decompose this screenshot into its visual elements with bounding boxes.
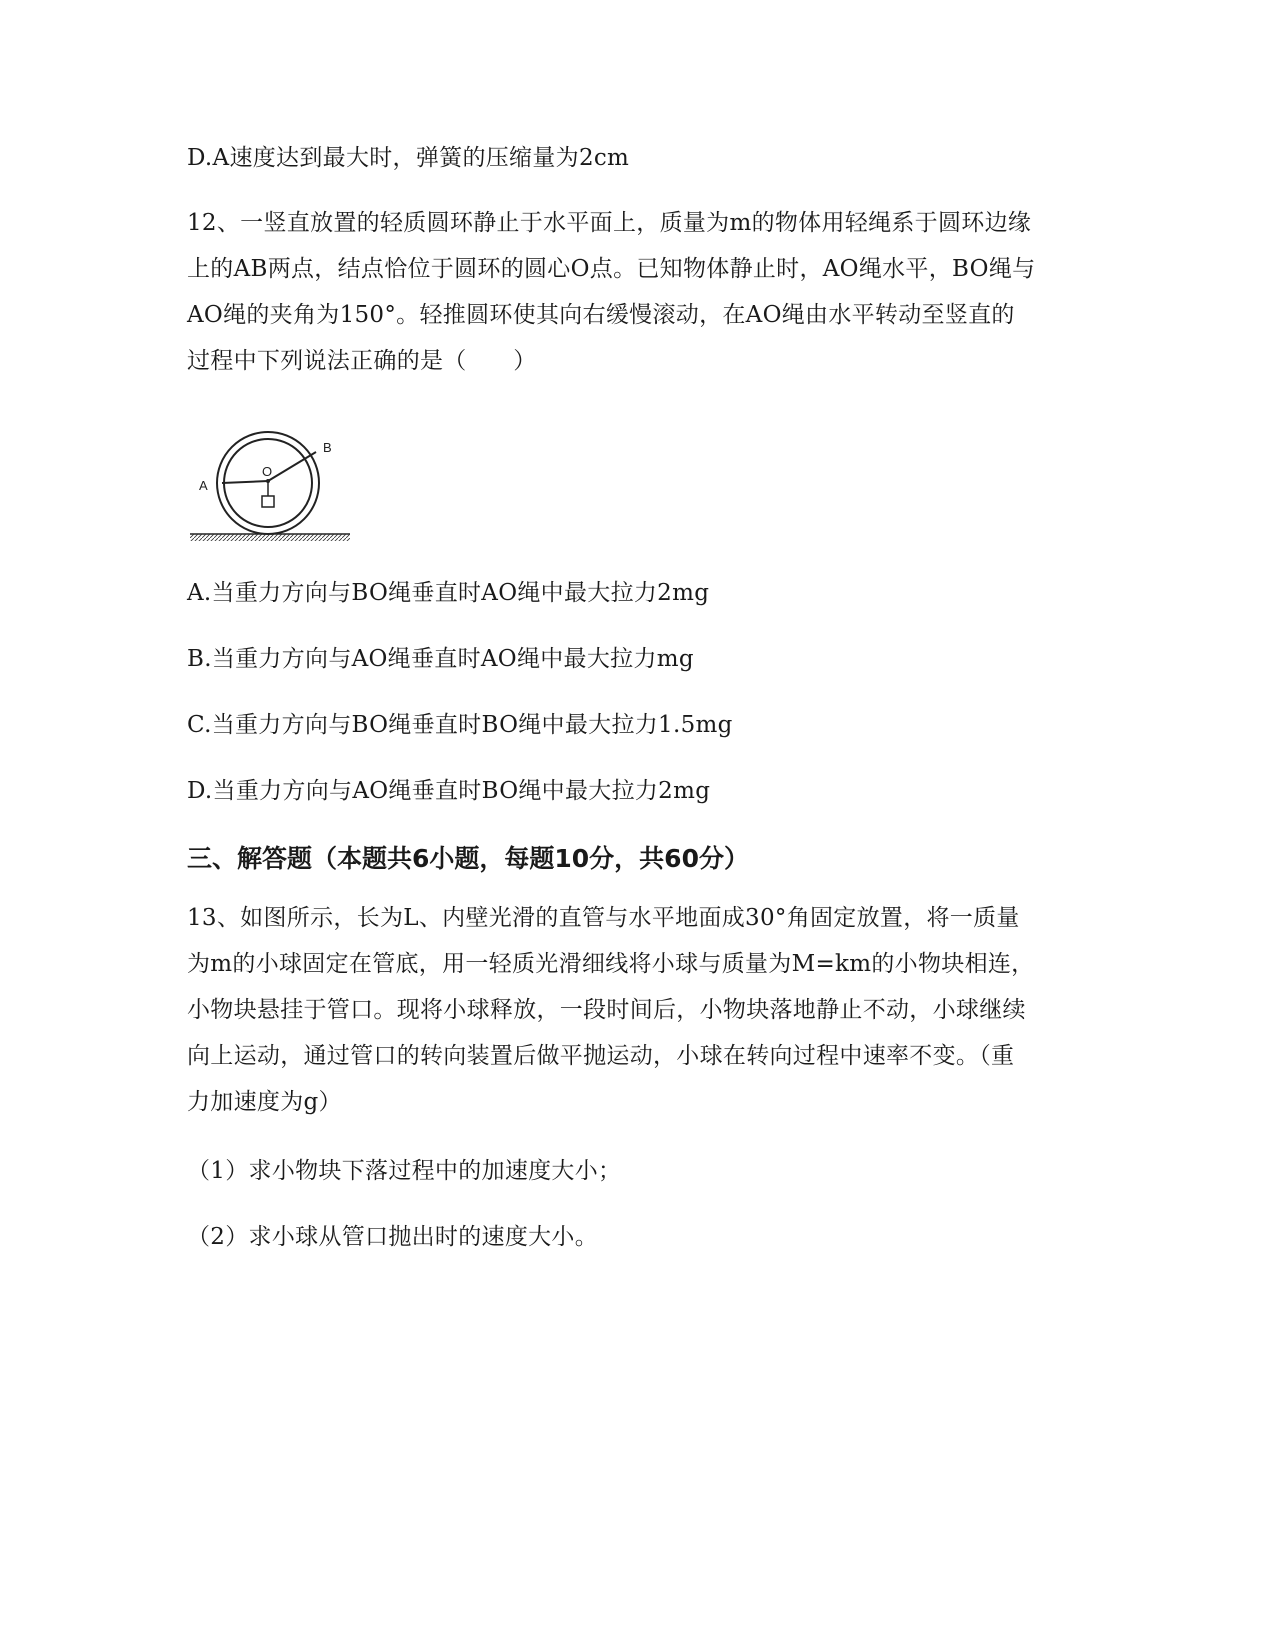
q13-stem-line-4: 向上运动，通过管口的转向装置后做平抛运动，小球在转向过程中速率不变。（重 <box>187 1043 1015 1069</box>
q12-option-a: A.当重力方向与BO绳垂直时AO绳中最大拉力2mg <box>187 580 710 606</box>
rope-ao <box>222 481 268 483</box>
q12-option-c: C.当重力方向与BO绳垂直时BO绳中最大拉力1.5mg <box>187 712 733 738</box>
q13-stem-line-3: 小物块悬挂于管口。现将小球释放，一段时间后，小物块落地静止不动，小球继续 <box>187 997 1026 1023</box>
q12-stem-line-3: AO绳的夹角为150°。轻推圆环使其向右缓慢滚动，在AO绳由水平转动至竖直的 <box>187 302 1015 328</box>
ground-hatch <box>190 534 350 541</box>
q12-option-b: B.当重力方向与AO绳垂直时AO绳中最大拉力mg <box>187 646 694 672</box>
q13-sub-question-2: （2）求小球从管口抛出时的速度大小。 <box>187 1224 599 1250</box>
q12-option-d: D.当重力方向与AO绳垂直时BO绳中最大拉力2mg <box>187 778 711 804</box>
q12-stem-line-1: 12、一竖直放置的轻质圆环静止于水平面上，质量为m的物体用轻绳系于圆环边缘 <box>187 210 1032 236</box>
ring-diagram-svg <box>190 430 370 570</box>
q13-sub-question-1: （1）求小物块下落过程中的加速度大小； <box>187 1158 622 1184</box>
q13-stem-line-5: 力加速度为g） <box>187 1089 342 1115</box>
q13-stem-line-1: 13、如图所示，长为L、内壁光滑的直管与水平地面成30°角固定放置，将一质量 <box>187 905 1020 931</box>
q12-stem-line-4: 过程中下列说法正确的是（ ） <box>187 348 537 374</box>
ring-diagram <box>190 430 370 570</box>
q11-option-d: D.A速度达到最大时，弹簧的压缩量为2cm <box>187 145 630 171</box>
q13-stem-line-2: 为m的小球固定在管底，用一轻质光滑细线将小球与质量为M=km的小物块相连， <box>187 951 1035 977</box>
mass-block <box>262 496 274 507</box>
q12-stem-line-2: 上的AB两点，结点恰位于圆环的圆心O点。已知物体静止时，AO绳水平，BO绳与 <box>187 256 1036 282</box>
label-a: A <box>199 478 208 493</box>
section-3-heading: 三、解答题（本题共6小题，每题10分，共60分） <box>187 844 749 873</box>
label-o: O <box>262 464 273 479</box>
label-b: B <box>323 440 332 455</box>
